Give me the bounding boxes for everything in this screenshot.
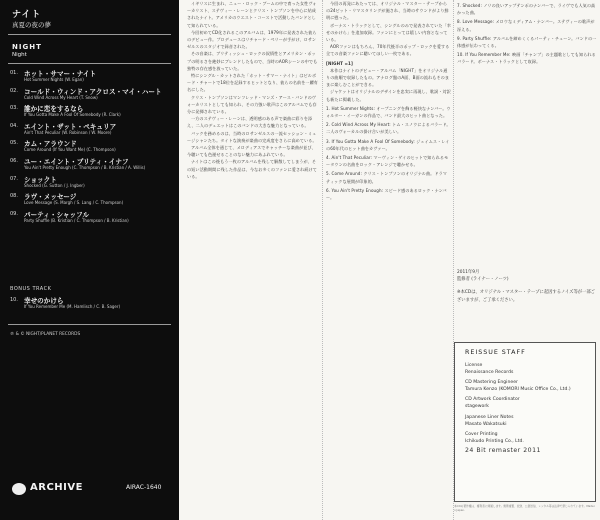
staff-line: stagework: [465, 404, 489, 410]
signature-date: 2011年9月: [457, 270, 480, 275]
track-title: ユー・エイント・プリティ・イナフ: [24, 157, 129, 166]
staff-line: CD Mastering Engineer: [465, 380, 518, 386]
paragraph: 今回初めてCD化されるこのアルバムは、1979年に発表された彼らのデビュー作。プロデュースはリチャード・ペリーが手がけ、ロサンゼルスのスタジオで録音された。: [187, 29, 317, 50]
track-row: [8, 191, 174, 209]
track-credit: Cold Wind Across My Heart (T. Snow): [24, 94, 98, 100]
logo-mark-icon: [12, 483, 26, 495]
track-credit: Hot Summer Nights (W. Egan): [24, 77, 84, 82]
staff-line: License: [465, 363, 483, 368]
track-row: [8, 121, 174, 139]
track-row: [8, 156, 174, 174]
track-number: 04.: [10, 122, 18, 129]
logo-text: ARCHIVE: [30, 482, 83, 493]
track-credit: Shocked (G. Sutton / J. Ingber): [24, 182, 85, 188]
track-title: コールド・ウィンド・アクロス・マイ・ハート: [24, 87, 162, 96]
staff-line: Japanese Liner Notes: [465, 414, 514, 420]
track-note: 7. Shocked: ノリの良いアップテンポのナンバーで、ライヴでも人気の高かった曲。: [457, 3, 596, 16]
track-title: 誰かに恋をするなら: [24, 105, 84, 114]
liner-notes-column-3: [457, 0, 597, 262]
track-credit: Come Around (If You Want Me) (C. Thompson): [24, 147, 116, 153]
track-note: 1. Hot Summer Nights: オープニングを飾る軽快なナンバー。ウォルター・イーガンの作品で、バンド最大のヒット曲となった。: [326, 105, 451, 119]
liner-notes-column-1: [187, 0, 318, 520]
paragraph: 本作はナイトのデビュー・アルバム「NIGHT」をオリジナル通りの曲順で収録したもの。アナログ盤のA面、B面の流れもそのままに楽しむことができる。: [326, 67, 450, 88]
staff-line: CD Artwork Coordinator: [465, 397, 520, 403]
archive-logo: [12, 482, 112, 496]
track-credit: You Ain't Pretty Enough (C. Thompson / B. Kristian / A. Willis): [24, 164, 146, 170]
paragraph: その音楽は、ブリティッシュ・ロックの叙情性とアメリカン・ポップの明るさを絶妙にブレンドしたもので、当時のAORシーンの中でも独特の存在感を放っていた。: [187, 51, 318, 71]
track-row: [8, 209, 174, 227]
track-row: [8, 295, 174, 313]
paragraph: ナイトはこの後もう一枚のアルバムを残して解散してしまうが、その短い活動期間に残した作品は、今なお多くのファンに愛され続けている。: [187, 159, 317, 179]
track-row: [8, 103, 174, 121]
track-row: [8, 138, 174, 156]
section-heading: [NIGHT =1]: [326, 60, 353, 66]
reissue-staff-box: [454, 342, 596, 502]
track-number: 08.: [10, 193, 18, 200]
track-title: 幸せのかけら: [24, 297, 64, 305]
track-title: ラヴ・メッセージ: [24, 193, 77, 202]
divider: [8, 63, 171, 64]
track-note: 4. Ain't That Peculiar: マーヴィン・ゲイのヒットで知られるモータウンの名曲をロック・アレンジで聴かせる。: [326, 155, 449, 168]
track-note: 5. Come Around: クリス・トンプソンのオリジナル曲。ドラマティックな展開が印象的。: [326, 171, 447, 184]
copyright-notice: ℗ & © NIGHT/PLANET RECORDS: [10, 332, 81, 337]
catalog-number: AIRAC-1640: [126, 484, 162, 491]
liner-notes-column-2: [326, 0, 451, 520]
track-note: 8. Love Message: メロウなミディアム・ナンバー。ステヴィーの歌声が冴える。: [457, 19, 595, 32]
track-note: 6. You Ain't Pretty Enough: スピード感のあるロック・ナンバー。: [326, 187, 447, 201]
paragraph: ジャケットはオリジナルのデザインを忠実に再現し、歌詞・対訳も新たに掲載した。: [326, 89, 451, 102]
column-divider: [322, 0, 323, 520]
album-subtitle: 真夏の夜の夢: [12, 21, 51, 29]
album-title: ナイト: [12, 10, 42, 20]
staff-credits: [465, 362, 589, 454]
track-number: 03.: [10, 105, 18, 112]
track-credit: If You Gotta Make A Fool Of Somebody (R. Clark): [24, 112, 121, 118]
track-title: ショックト: [24, 175, 57, 184]
track-number: 02.: [10, 87, 18, 94]
divider: [8, 324, 171, 325]
track-number: 06.: [10, 157, 18, 164]
paragraph: アルバム全体を通じて、メロディアスでキャッチーな楽曲が並び、今聴いても色褪せることのない魅力にあふれている。: [187, 145, 316, 158]
bonus-track-label: BONUS TRACK: [10, 286, 52, 292]
track-title: エイント・ザット・ペキュリア: [24, 122, 117, 131]
track-title: ホット・サマー・ナイト: [24, 70, 97, 78]
paragraph: バックを務めるのは、当時のロサンゼルスの一流セッション・ミュージシャンたち。タイトな演奏が楽曲の完成度をさらに高めている。: [187, 130, 317, 143]
staff-line: Cover Printing: [465, 431, 498, 437]
track-note: 2. Cold Wind Across My Heart: トム・スノウによるバラード。二人のヴォーカルの掛け合いが美しい。: [326, 122, 451, 135]
track-credit: Party Shuffle (B. Kristian / C. Thompson / B. Kristian): [24, 217, 129, 223]
artist-name-en: Night: [12, 52, 27, 58]
track-number: 07.: [10, 175, 18, 182]
track-number: 05.: [10, 140, 18, 147]
bonus-track-list: [8, 295, 174, 313]
signature-author: 監修者 (ライナー・ノーツ): [457, 277, 509, 283]
divider: [8, 34, 171, 35]
paragraph: AORファンはもちろん、70年代後半のポップ・ロックを愛する全ての音楽ファンに聴いてほしい一枚である。: [326, 44, 450, 57]
legal-footer: 本CDの著作権は、権利者に帰属します。無断複製、放送、公衆送信、レンタル等は法律で禁じられています。Made in Japan.: [454, 504, 596, 513]
tracklist-panel: [0, 0, 179, 520]
paragraph: イギリスに生まれ、ニュー・ロック・ブームの中で育った女性ヴォーカリスト、ステヴィー・レーンとクリス・トンプソンを中心に結成されたナイト。アメリカのウエスト・コーストで活動したバンドとして知られている。: [187, 1, 317, 28]
track-row: [8, 174, 174, 192]
staff-title: REISSUE STAFF: [465, 349, 526, 356]
track-credit: Love Message (S. Margh / S. Lang / C. Thompson): [24, 200, 124, 206]
track-title: パーティ・シャッフル: [24, 210, 90, 219]
signature-block: [457, 269, 595, 304]
staff-line: Tamura Kenzo (KOMORI Music Office Co., Ltd.): [465, 387, 571, 393]
paragraph: 一方のステヴィー・レーンは、透明感のある声で楽曲に彩りを添え、二人のデュエットはこのバンドの大きな魅力となっている。: [187, 116, 313, 129]
paragraph: 今回の再発にあたっては、オリジナル・マスター・テープからの24ビット・リマスタリングが施され、当時のサウンドがより鮮明に甦った。: [326, 1, 449, 21]
note-text: ※本CDは、オリジナル・マスター・テープに起因するノイズ等が一部ございますが、ご了承ください。: [457, 290, 595, 303]
track-note: 9. Party Shuffle: アルバムを締めくくるパーティ・チューン。バンドの一体感が伝わってくる。: [457, 35, 597, 49]
track-credit: If You Remember Me (M. Hamlisch / C. B. Sager): [24, 304, 121, 309]
remaster-note: 24 Bit remaster 2011: [465, 446, 541, 454]
track-list: [8, 68, 174, 226]
track-note: 10. If You Remember Me: 映画「チャンプ」の主題歌としても知られるバラード。ボーナス・トラックとして収録。: [457, 52, 596, 65]
track-row: [8, 68, 174, 86]
track-number: 01.: [10, 70, 18, 76]
track-credit: Ain't That Peculiar (W. Robinson / W. Moore): [24, 129, 112, 135]
staff-line: Renaissance Records: [465, 370, 514, 376]
track-number: 10.: [10, 297, 18, 303]
track-number: 09.: [10, 210, 18, 217]
track-note: 3. If You Gotta Make A Fool Of Somebody: ジェイムス・レイの60年代のヒット曲をカヴァー。: [326, 138, 450, 151]
paragraph: クリス・トンプソンはマンフレッド・マンズ・アース・バンドのヴォーカリストとしても知られ、その力強い歌声はこのアルバムでも存分に発揮されている。: [187, 94, 317, 115]
staff-line: Masato Wakatsuki: [465, 421, 507, 427]
track-row: [8, 86, 174, 104]
artist-name: NIGHT: [12, 43, 42, 51]
paragraph: ボーナス・トラックとして、シングルのみで発表されていた「幸せのかけら」を追加収録。ファンにとっては嬉しい内容となっている。: [326, 22, 451, 43]
paragraph: 特にシングル・カットされた「ホット・サマー・ナイト」はビルボード・チャートで18位を記録するヒットとなり、彼らの名前を一躍有名にした。: [187, 73, 318, 93]
track-title: カム・アラウンド: [24, 140, 77, 149]
staff-line: Ichikudo Printing Co., Ltd.: [465, 438, 524, 444]
